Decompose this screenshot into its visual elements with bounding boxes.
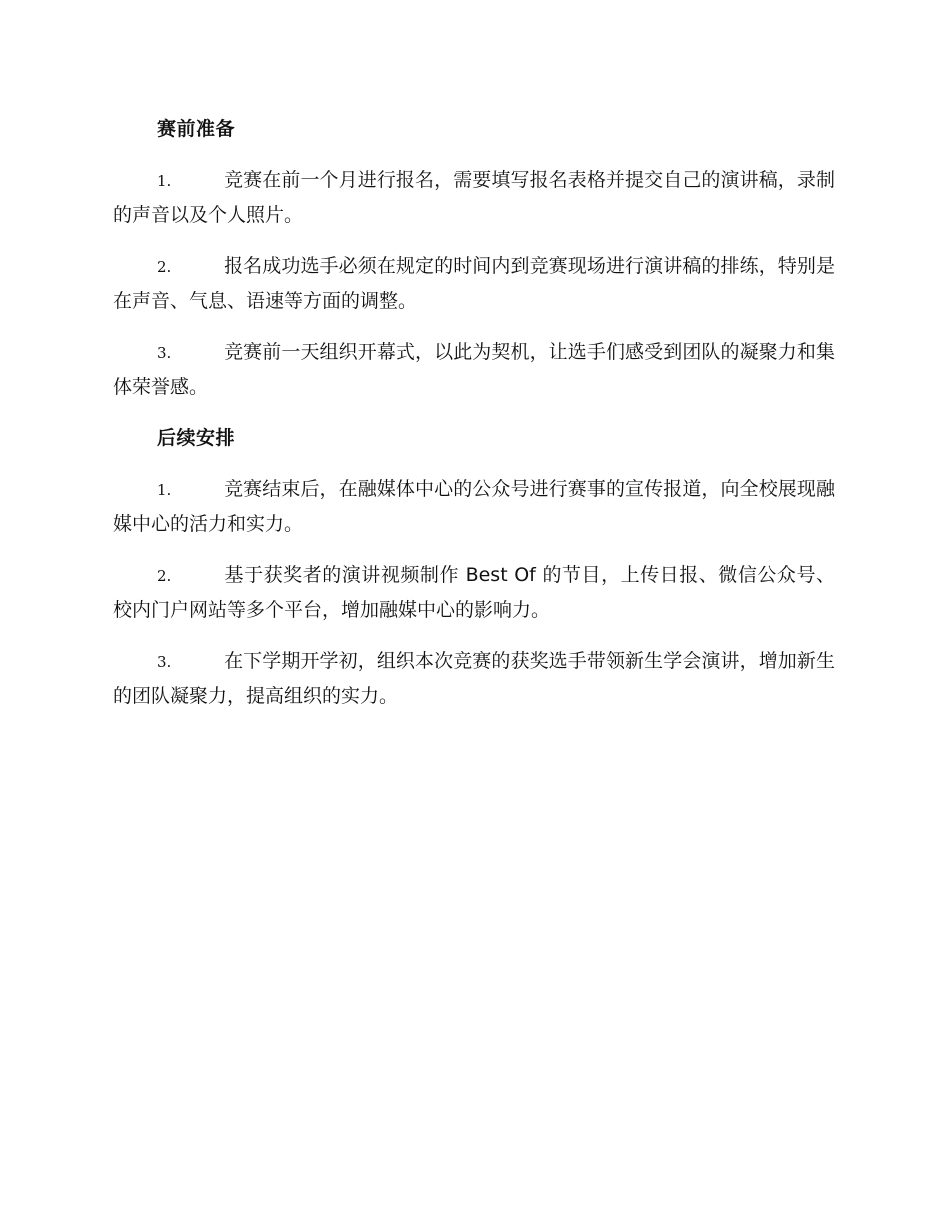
list-item	[113, 472, 835, 541]
list-item-text: 竞赛在前一个月进行报名，需要填写报名表格并提交自己的演讲稿，录制的声音以及个人照片。	[113, 169, 835, 226]
list-item	[113, 335, 835, 404]
list-item-number: 3.	[157, 653, 172, 671]
list-item-text: 竞赛前一天组织开幕式，以此为契机，让选手们感受到团队的凝聚力和集体荣誉感。	[113, 341, 835, 398]
list-item	[113, 249, 835, 318]
list-item	[113, 163, 835, 232]
list-item-text: 基于获奖者的演讲视频制作 Best Of 的节目，上传日报、微信公众号、校内门户网站等多个平台，增加融媒中心的影响力。	[113, 564, 835, 621]
list-item	[113, 644, 835, 713]
list-item-number: 2.	[157, 258, 172, 276]
list-item-text: 在下学期开学初，组织本次竞赛的获奖选手带领新生学会演讲，增加新生的团队凝聚力，提高组织的实力。	[113, 650, 835, 707]
list-item-text: 报名成功选手必须在规定的时间内到竞赛现场进行演讲稿的排练，特别是在声音、气息、语速等方面的调整。	[113, 255, 835, 312]
list-item-number: 2.	[157, 567, 172, 585]
list-item-number: 1.	[157, 172, 172, 190]
section-heading-preparation: 赛前准备	[157, 118, 236, 140]
section-heading-follow-up: 后续安排	[157, 427, 236, 449]
list-item	[113, 558, 835, 627]
list-item-text: 竞赛结束后，在融媒体中心的公众号进行赛事的宣传报道，向全校展现融媒中心的活力和实力。	[113, 478, 835, 535]
document-body	[113, 112, 835, 730]
list-item-number: 1.	[157, 481, 172, 499]
list-item-number: 3.	[157, 344, 172, 362]
